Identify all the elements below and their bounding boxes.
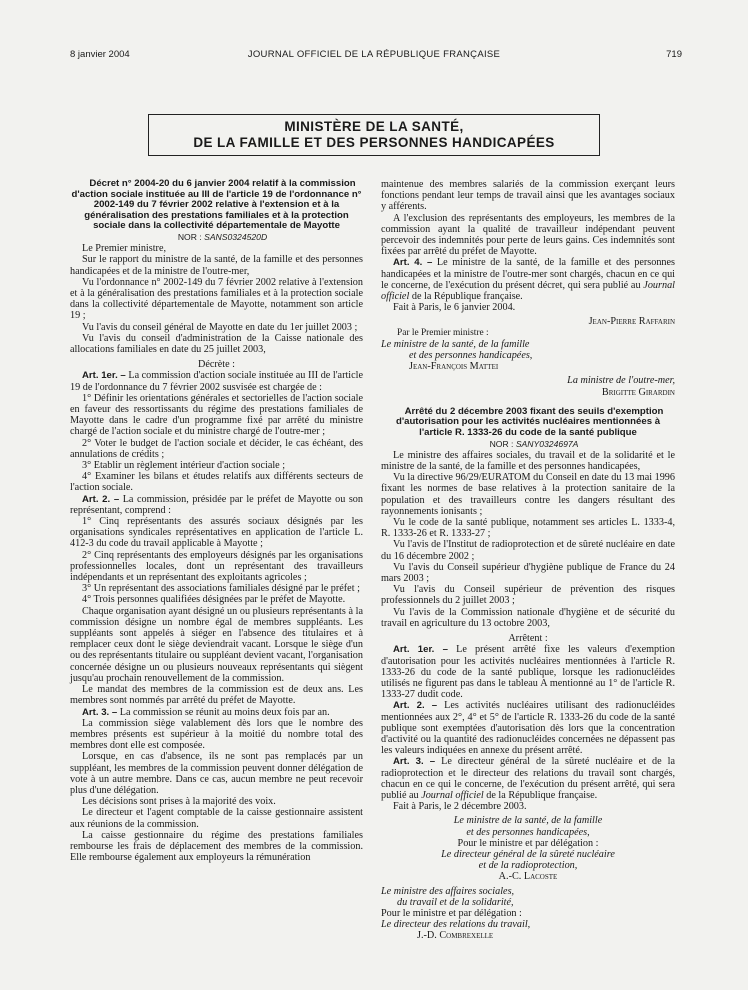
decrete-heading: Décrète : xyxy=(197,359,236,371)
article-label: Art. 3. – xyxy=(393,756,436,768)
article-label: Art. 4. – xyxy=(393,257,433,269)
decret-vu: Sur le rapport du ministre de la santé, de la famille et des personnes handicapées et de la ministre de l'outre-mer, xyxy=(70,254,363,277)
ministry-line-1: MINISTÈRE DE LA SANTÉ, xyxy=(284,119,464,134)
arrete-article-3 xyxy=(381,756,675,801)
article-item: 2° Cinq représentants des employeurs désignés par les organisations professionnelles locales, dont un représentant des travailleurs indépendants et un représentant des exploitants agricoles ; xyxy=(70,549,363,584)
article-item: 1° Cinq représentants des assurés sociaux désignés par les organisations syndicales représentatives en application de l'article L. 412-3 du code du travail applicable à Mayotte ; xyxy=(70,516,363,550)
decret-continuation: maintenue des membres salariés de la commission exerçant leurs fonctions pendant leur temps de travail ainsi que les avantages sociaux y afférents. xyxy=(381,179,675,213)
decret-vu: Vu l'avis du conseil général de Mayotte en date du 1er juillet 2003 ; xyxy=(82,321,358,333)
article-item: La caisse gestionnaire du régime des prestations familiales rembourse les frais de déplacement des membres de la commission. Elle rembourse également aux employeurs la rémunération xyxy=(70,829,363,864)
arrete-vu: Vu l'avis du Conseil supérieur d'hygiène publique de France du 24 mars 2003 ; xyxy=(381,561,675,585)
decret-vu: Vu l'ordonnance n° 2002-149 du 7 février 2002 relative à l'extension et à la généralisation des prestations familiales et à la protection sociale dans la collectivité départementale de Mayotte, notamment son article 19 ; xyxy=(70,276,363,322)
article-item: Le mandat des membres de la commission est de deux ans. Les membres sont nommés par arrêté du préfet de Mayotte. xyxy=(70,684,363,707)
signature-combrexelle: J.-D. Combrexelle xyxy=(417,930,494,942)
nor-label: NOR : xyxy=(177,231,202,242)
signature-lacoste: A.-C. Lacoste xyxy=(498,871,558,883)
article-label: Art. 2. – xyxy=(393,700,438,712)
article-text: La commission, présidée par le préfet de Mayotte ou son représentant, comprend : xyxy=(70,493,363,516)
article-item: Les décisions sont prises à la majorité des voix. xyxy=(82,796,276,808)
running-header xyxy=(0,49,748,65)
article-text: Le présent arrêté fixe les valeurs d'exemption d'autorisation pour les activités nucléaires mentionnées à l'article R. 1333-26 du code de la santé publique, lorsque les radionucléides utilisés ne figurent pas dans le tableau A mentionné au 1° de l'article R. 1333-27 dudit code. xyxy=(381,644,675,701)
decret-article-4 xyxy=(381,257,675,302)
article-text: Les activités nucléaires utilisant des radionucléides mentionnées aux 2°, 4° et 5° de l'article R. 1333-26 du code de la santé publique sont exemptées d'autorisation dès lors que la concentration d'activité ou la quantité des radionucléides concernées ne dépassent pas les valeurs indiquées en annexe du présent arrêté. xyxy=(381,700,675,757)
right-column xyxy=(381,179,675,942)
decret-title: Décret n° 2004-20 du 6 janvier 2004 relatif à la commission d'action sociale instituée au III de l'article 19 de l'ordonnance n° 2002-149 du 7 février 2002 relative à l'extension et à la généralisation des prestations familiales et à la protection sociale dans la collectivité départementale de Mayotte xyxy=(71,178,362,232)
arrete-sig-health-1: Le ministre de la santé, de la famille xyxy=(453,815,603,827)
article-item: Chaque organisation ayant désigné un ou plusieurs représentants à la commission désigne un nombre égal de membres suppléants. Les suppléants sont appelés à siéger en l'absence des titulaires et à remplacer ceux dont le siège deviendrait vacant. Lorsque le siège d'un ou des représentants titulaire ou suppléant devient vacant, l'organisation concernée désigne un ou plusieurs nouveaux représentants qui siègent jusqu'au prochain renouvellement de la commission. xyxy=(70,605,363,684)
decret-vu: Le Premier ministre, xyxy=(82,243,167,255)
arrete-sig-dgsnr-1: Le directeur général de la sûreté nucléaire xyxy=(441,848,615,860)
decret-article-3 xyxy=(70,707,363,718)
arrete-sig-health-2: et des personnes handicapées, xyxy=(466,826,590,838)
decret-vu: Vu l'avis du conseil d'administration de la Caisse nationale des allocations familiales en date du 25 juillet 2003, xyxy=(70,332,363,355)
ministry-line-2: DE LA FAMILLE ET DES PERSONNES HANDICAPÉES xyxy=(193,135,555,150)
ministry-box xyxy=(148,114,600,156)
arrete-fait: Fait à Paris, le 2 décembre 2003. xyxy=(393,801,527,813)
signature-girardin: Brigitte Girardin xyxy=(601,386,675,398)
arrete-vu: Vu la directive 96/29/EURATOM du Conseil en date du 13 mai 1996 fixant les normes de base relatives à la protection sanitaire de la population et des travailleurs contre les dangers résultant des rayonnements ionisants ; xyxy=(381,472,675,517)
par-le-premier-ministre: Par le Premier ministre : xyxy=(397,327,489,338)
decret-fait: Fait à Paris, le 6 janvier 2004. xyxy=(393,302,516,314)
article-item: 4° Trois personnes qualifiées désignées par le préfet de Mayotte. xyxy=(82,594,346,606)
article-item: Lorsque, en cas d'absence, ils ne sont pas remplacés par un suppléant, les membres de la commission peuvent donner délégation de vote à un autre membre. Dans ce cas, aucun membre ne peut recevoir plus d'une délégation. xyxy=(70,751,363,796)
header-page-number: 719 xyxy=(666,49,682,60)
article-item: 4° Examiner les bilans et études relatifs aux différents secteurs de l'action sociale. xyxy=(70,471,363,494)
header-date: 8 janvier 2004 xyxy=(70,49,130,60)
minister-health-title: Le ministre de la santé, de la famille xyxy=(381,338,530,350)
article-label: Art. 1er. – xyxy=(393,644,448,656)
arrete-sig-social-1: Le ministre des affaires sociales, xyxy=(381,885,515,897)
journal-officiel-ref: Journal officiel xyxy=(421,789,484,801)
arrete-sig-social-2: du travail et de la solidarité, xyxy=(397,896,514,908)
arrete-sig-delegation: Pour le ministre et par délégation : xyxy=(457,837,599,849)
decret-nor xyxy=(70,232,363,243)
article-label: Art. 1er. – xyxy=(82,370,126,382)
nor-code: SANY0324697A xyxy=(515,438,579,449)
arrete-vu: Vu l'avis du Conseil supérieur de prévention des risques professionnels du 2 juillet 2003 ; xyxy=(381,584,675,607)
arrete-vu: Vu l'avis de la Commission nationale d'hygiène et de sécurité du travail en agriculture du 13 octobre 2003, xyxy=(381,606,675,629)
article-item: 3° Etablir un règlement intérieur d'action sociale ; xyxy=(82,460,286,472)
header-journal-title: JOURNAL OFFICIEL DE LA RÉPUBLIQUE FRANÇAISE xyxy=(247,49,501,60)
arrete-sig-dgsnr-2: et de la radioprotection, xyxy=(478,860,578,872)
minister-outre-mer-title: La ministre de l'outre-mer, xyxy=(567,375,675,387)
decret-article-2 xyxy=(70,494,363,516)
article-item: Le directeur et l'agent comptable de la caisse gestionnaire assistent aux réunions de la commission. xyxy=(70,807,363,830)
arrete-sig-delegation-2: Pour le ministre et par délégation : xyxy=(381,907,522,919)
article-text: de la République française. xyxy=(409,291,523,303)
article-text: Le ministre de la santé, de la famille et des personnes handicapées et la ministre de l'outre-mer sont chargés, chacun en ce qui le concerne, de l'exécution du présent décret, qui sera publié au xyxy=(381,257,675,291)
article-item: La commission siège valablement dès lors que le nombre des membres présents est supérieur à la moitié du nombre total des membres dont elle est composée. xyxy=(70,717,363,752)
article-item: 2° Voter le budget de l'action sociale et décider, le cas échéant, des annulations de crédits ; xyxy=(70,437,363,460)
arrete-article-2 xyxy=(381,700,675,756)
decret-article-1 xyxy=(70,370,363,392)
arrete-vu: Le ministre des affaires sociales, du travail et de la solidarité et le ministre de la santé, de la famille et des personnes handicapées, xyxy=(381,449,675,473)
article-item: 3° Un représentant des associations familiales désigné par le préfet ; xyxy=(82,583,360,595)
decret-paragraph: A l'exclusion des représentants des employeurs, les membres de la commission ayant la qualité de travailleur indépendant peuvent percevoir des indemnités pour perte de leurs gains. Ces indemnités sont fixées par arrêté du préfet de Mayotte. xyxy=(381,212,675,258)
arrete-nor xyxy=(381,439,675,450)
minister-health-title-2: et des personnes handicapées, xyxy=(409,350,533,362)
arrete-title: Arrêté du 2 décembre 2003 fixant des seuils d'exemption d'autorisation pour les activités nucléaires mentionnées à l'article R. 1333-26 du code de la santé publique xyxy=(395,405,664,439)
arrete-vu: Vu le code de la santé publique, notamment ses articles L. 1333-4, R. 1333-26 et R. 1333-27 ; xyxy=(381,517,675,540)
article-label: Art. 3. – xyxy=(82,706,118,718)
arrete-article-1 xyxy=(381,644,675,700)
article-text: La commission d'action sociale instituée au III de l'article 19 de l'ordonnance du 7 février 2002 susvisée est chargée de : xyxy=(70,370,364,393)
arrete-vu: Vu l'avis de l'Institut de radioprotection et de sûreté nucléaire en date du 16 décembre 2002 ; xyxy=(381,539,675,562)
signature-mattei: Jean-François Mattei xyxy=(409,361,499,373)
article-text: Le directeur général de la sûreté nucléaire et de la radioprotection et le directeur des relations du travail sont chargés, chacun en ce qui le concerne, de l'exécution du présent arrêté, qui sera publié au xyxy=(381,756,675,801)
article-item: 1° Définir les orientations générales et sectorielles de l'action sociale en faveur des ressortissants du régime des prestations familiales de Mayotte dans le cadre d'un programme fixé par arrêté du ministre chargé de l'action sociale et du ministre chargé de l'outre-mer ; xyxy=(70,392,363,438)
left-column xyxy=(70,179,363,863)
nor-label: NOR : xyxy=(489,438,514,449)
nor-code: SANS0324520D xyxy=(204,231,268,242)
signature-prime-minister: Jean-Pierre Raffarin xyxy=(588,316,675,328)
arretent-heading: Arrêtent : xyxy=(508,633,548,645)
article-text: La commission se réunit au moins deux fois par an. xyxy=(117,706,330,718)
journal-officiel-ref: Journal officiel xyxy=(381,279,675,303)
arrete-sig-drt: Le directeur des relations du travail, xyxy=(381,919,531,931)
article-text: de la République française. xyxy=(483,789,598,801)
article-label: Art. 2. – xyxy=(82,493,120,505)
